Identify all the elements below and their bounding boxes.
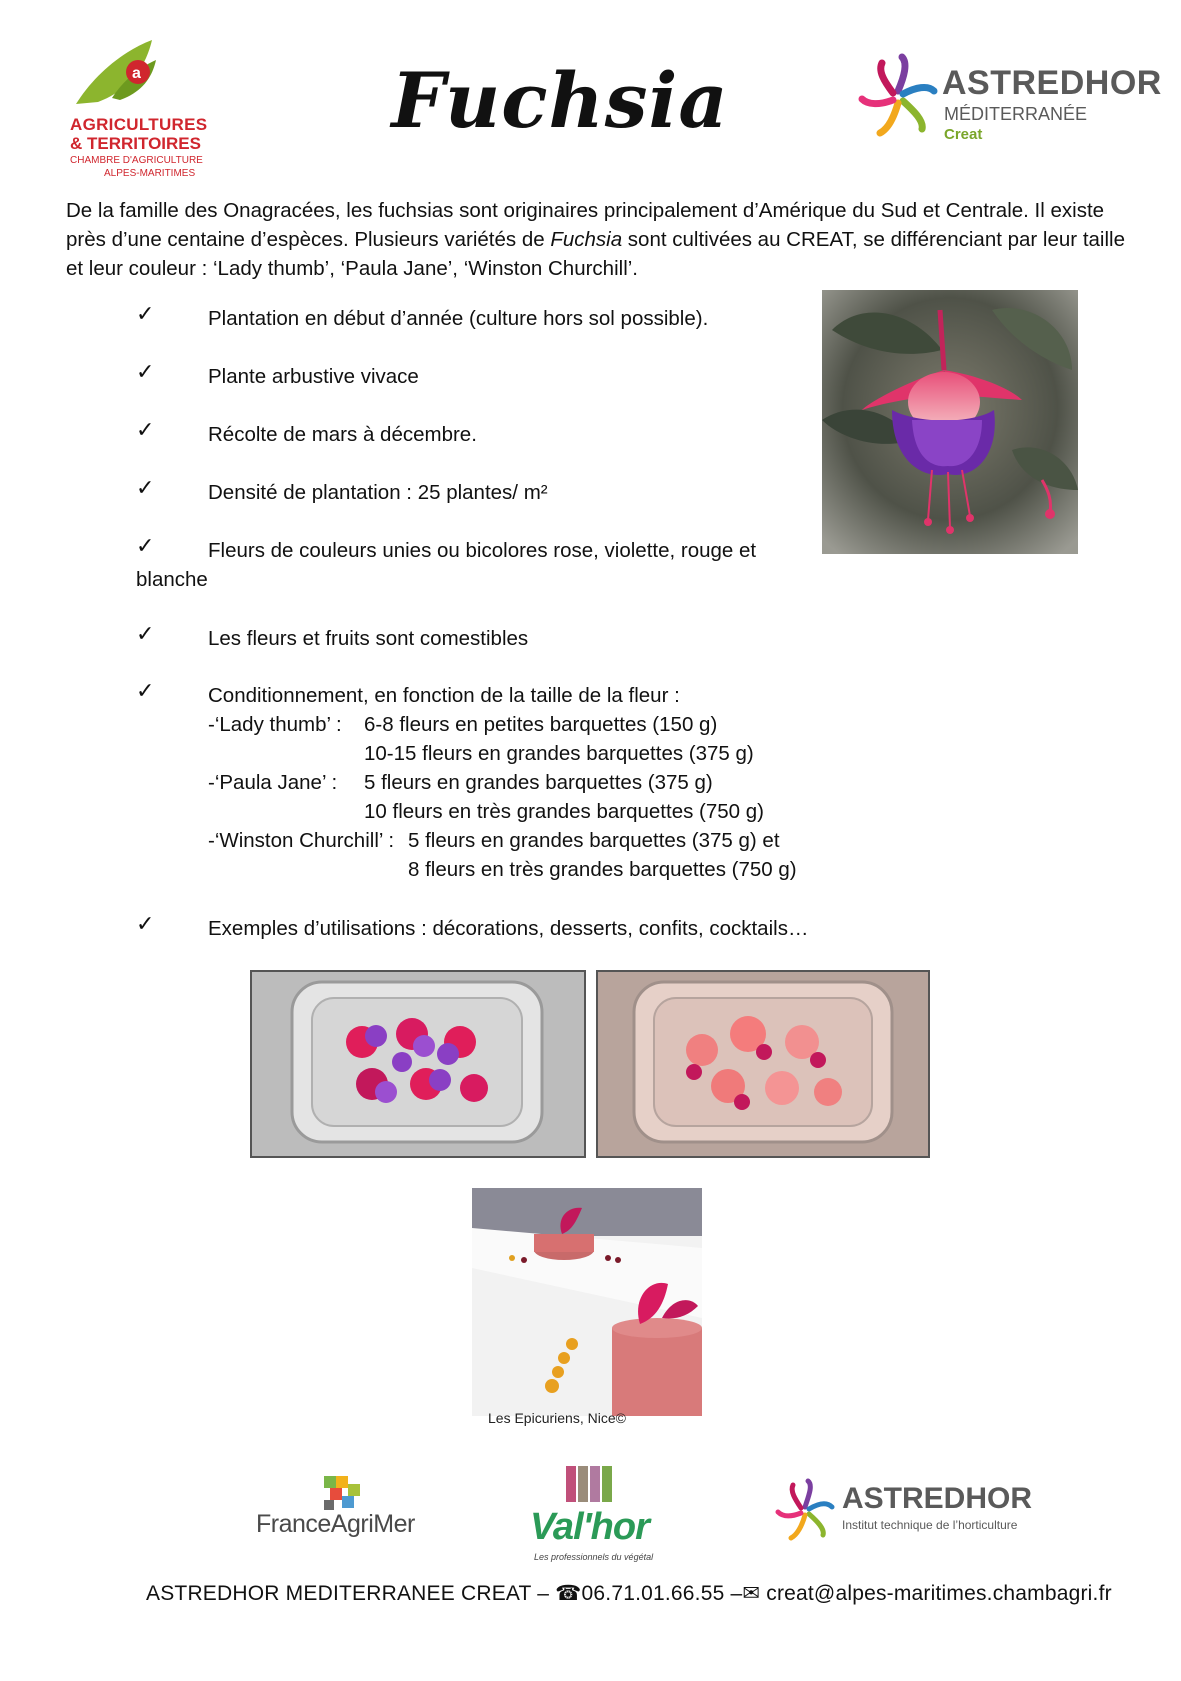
packaging-paula-2: 10 fleurs en très grandes barquettes (750 g) [364, 800, 764, 823]
valhor-tagline: Les professionnels du végétal [534, 1552, 654, 1562]
packaging-lady-1: 6-8 fleurs en petites barquettes (150 g) [364, 713, 718, 736]
photo-caption: Les Epicuriens, Nice© [488, 1410, 626, 1426]
list-item-text: Densité de plantation : 25 plantes/ m² [208, 481, 548, 504]
list-item-text: Récolte de mars à décembre. [208, 423, 477, 446]
check-icon: ✓ [136, 302, 155, 327]
list-item-text-continued: blanche [136, 568, 208, 591]
tray-photo-pink [596, 970, 930, 1158]
list-item-text: Plantation en début d’année (culture hors sol possible). [208, 307, 709, 330]
tray-photo-purple [250, 970, 586, 1158]
franceagrimer-mark-icon [322, 1476, 362, 1512]
fuchsia-photo [822, 290, 1078, 554]
flower-tray-image [252, 972, 584, 1156]
packaging-paula-label: -‘Paula Jane’ : [208, 771, 338, 794]
astredhor-mediterranee-logo [858, 52, 1162, 152]
footer-email[interactable]: creat@alpes-maritimes.chambagri.fr [766, 1582, 1112, 1605]
packaging-lady-2: 10-15 fleurs en grandes barquettes (375 g) [364, 742, 754, 765]
leaf-logo-icon [72, 38, 172, 110]
valhor-logo [530, 1466, 654, 1566]
list-item-text: Fleurs de couleurs unies ou bicolores rose, violette, rouge et [208, 539, 757, 562]
check-icon: ✓ [136, 360, 155, 385]
astredhor-institut-tagline: Institut technique de l’horticulture [842, 1518, 1018, 1532]
intro-paragraph [66, 196, 1126, 283]
astredhor-name: ASTREDHOR [942, 64, 1162, 102]
valhor-name: Val'hor [530, 1506, 649, 1548]
logo-line-3: CHAMBRE D'AGRICULTURE [70, 155, 203, 166]
packaging-winston-2: 8 fleurs en très grandes barquettes (750 g) [408, 858, 797, 881]
footer-org: ASTREDHOR MEDITERRANEE CREAT [146, 1582, 532, 1605]
flower-logo-icon [772, 1478, 838, 1544]
franceagrimer-name: FranceAgriMer [256, 1510, 415, 1538]
logo-line-1: AGRICULTURES [70, 115, 208, 134]
intro-italic: Fuchsia [550, 228, 623, 251]
flower-logo-icon [858, 52, 938, 142]
logo-line-4: ALPES-MARITIMES [104, 168, 196, 179]
astredhor-creat: Creat [944, 126, 983, 143]
packaging-winston-label: -‘Winston Churchill’ : [208, 829, 395, 852]
check-icon: ✓ [136, 418, 155, 443]
svg-text:a: a [132, 65, 141, 82]
packaging-paula-1: 5 fleurs en grandes barquettes (375 g) [364, 771, 713, 794]
intro-text-2: sont cultivées au CREAT, se différenciant par leur taille et leur couleur : ‘Lady thumb’, ‘Paula Jane’, ‘Winston Churchill’. [66, 228, 1125, 280]
fuchsia-flower-image [822, 290, 1078, 554]
check-icon: ✓ [136, 912, 155, 937]
packaging-winston-1: 5 fleurs en grandes barquettes (375 g) et [408, 829, 780, 852]
check-icon: ✓ [136, 476, 155, 501]
check-icon: ✓ [136, 534, 155, 559]
dessert-photo [472, 1188, 702, 1416]
valhor-mark-icon [566, 1466, 626, 1504]
agricultures-territoires-logo [64, 38, 208, 183]
franceagrimer-logo [256, 1476, 415, 1546]
intro-text-1: De la famille des Onagracées, les fuchsias sont originaires principalement d’Amérique du Sud et Centrale. Il existe près d’une centaine d’espèces. Plusieurs variétés de [66, 199, 1105, 251]
dessert-image [472, 1188, 702, 1416]
list-item-text: Exemples d’utilisations : décorations, desserts, confits, cocktails… [208, 917, 809, 940]
contact-footer: ASTREDHOR MEDITERRANEE CREAT – ☎06.71.01.66.55 –✉ creat@alpes-maritimes.chambagri.fr [146, 1582, 1112, 1605]
list-item-text: Plante arbustive vivace [208, 365, 419, 388]
astredhor-sub: MÉDITERRANÉE [944, 104, 1088, 124]
check-icon: ✓ [136, 622, 155, 647]
astredhor-institut-logo [772, 1478, 1042, 1548]
flower-tray-image [598, 972, 928, 1156]
page-title: Fuchsia [391, 56, 729, 145]
footer-phone[interactable]: 06.71.01.66.55 [581, 1582, 725, 1605]
phone-icon: ☎ [555, 1582, 582, 1605]
mail-icon: ✉ [742, 1582, 761, 1605]
check-icon: ✓ [136, 679, 155, 704]
list-item-text: Conditionnement, en fonction de la taille de la fleur : [208, 684, 680, 707]
list-item-text: Les fleurs et fruits sont comestibles [208, 627, 529, 650]
logo-line-2: & TERRITOIRES [70, 134, 201, 153]
packaging-lady-label: -‘Lady thumb’ : [208, 713, 342, 736]
astredhor-institut-name: ASTREDHOR [842, 1482, 1033, 1515]
